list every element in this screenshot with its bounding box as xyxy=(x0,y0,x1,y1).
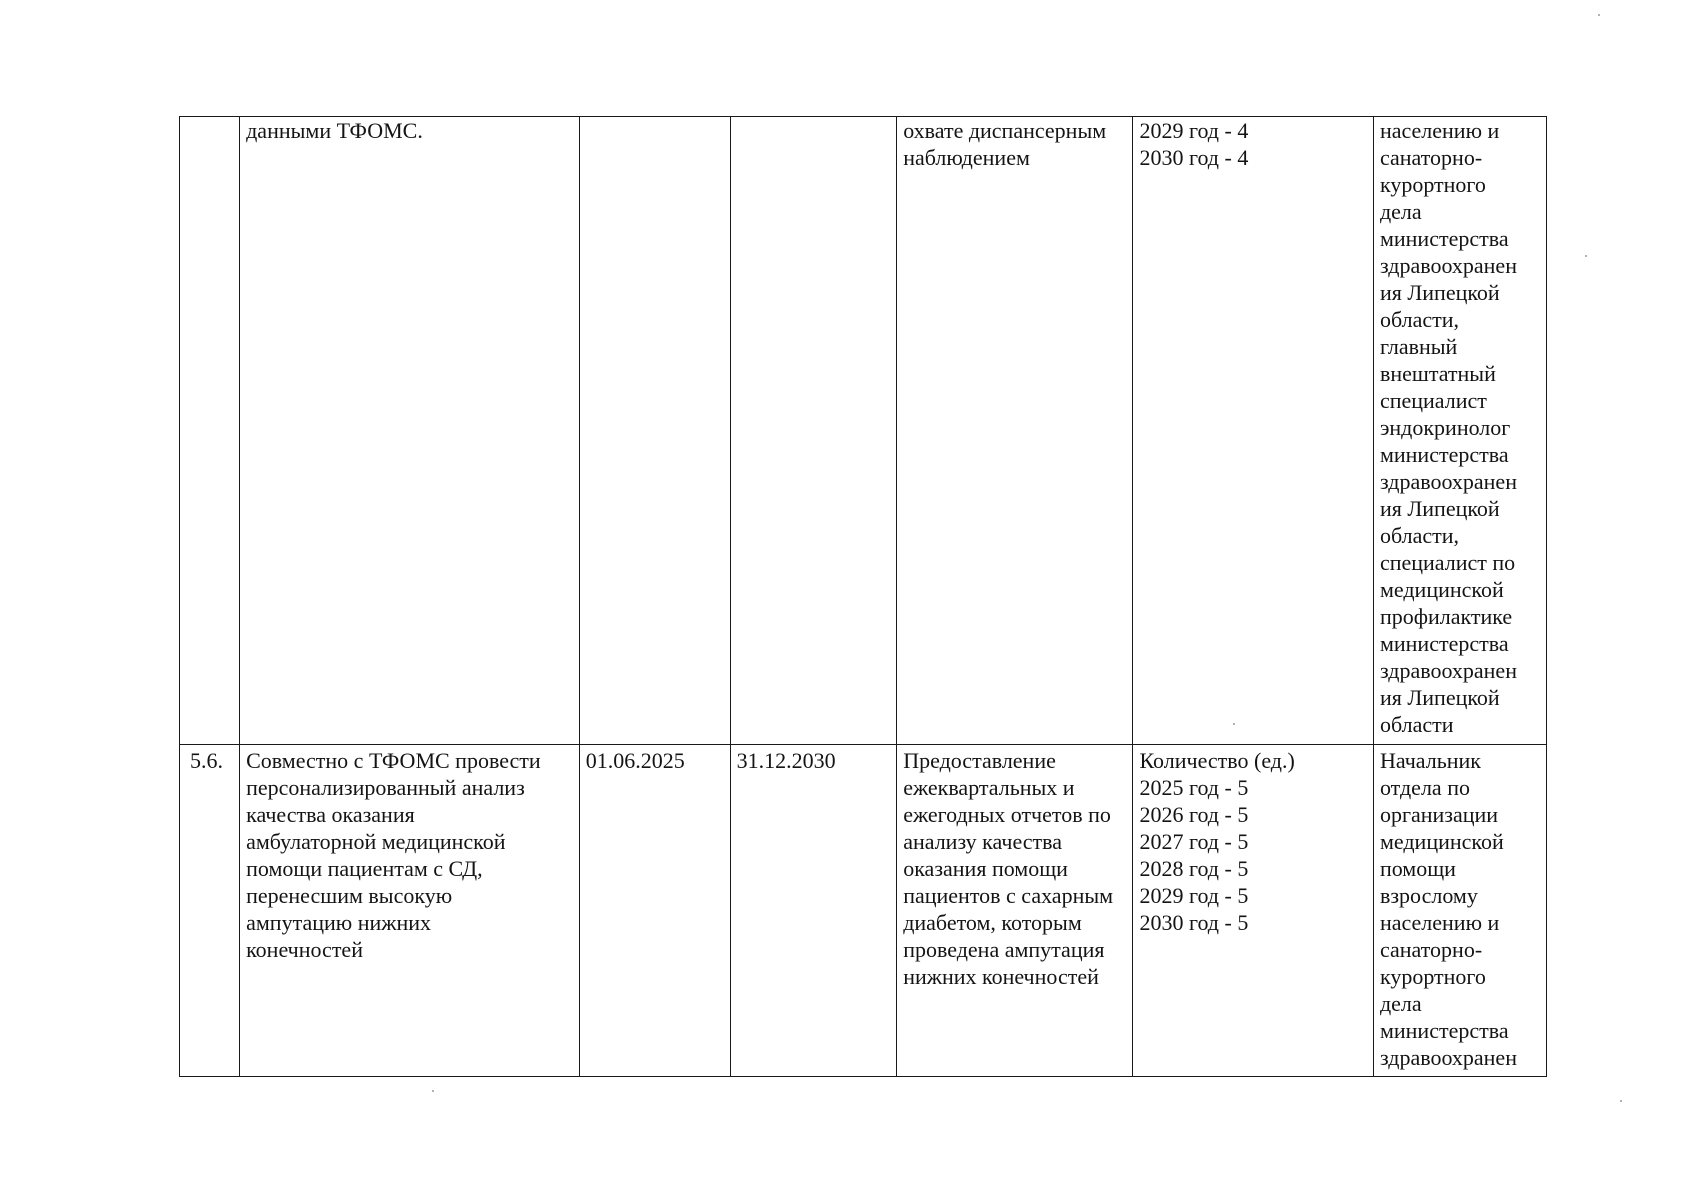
cell-start-date: 01.06.2025 xyxy=(579,745,730,1077)
scan-speck xyxy=(432,1090,434,1092)
scan-speck xyxy=(1620,1100,1622,1102)
cell-result: охвате диспансерным наблюдением xyxy=(897,117,1133,745)
table-row xyxy=(180,117,1547,745)
cell-indicator: Количество (ед.) 2025 год - 5 2026 год - 5 2027 год - 5 2028 год - 5 2029 год - 5 2030 год - 5 xyxy=(1133,745,1373,1077)
measures-table xyxy=(179,116,1547,1077)
table-row xyxy=(180,745,1547,1077)
scan-speck xyxy=(1598,14,1600,16)
cell-indicator: 2029 год - 4 2030 год - 4 xyxy=(1133,117,1373,745)
cell-start-date xyxy=(579,117,730,745)
scan-speck xyxy=(1233,723,1235,725)
cell-number: 5.6. xyxy=(180,745,240,1077)
cell-activity: Совместно с ТФОМС провести персонализированный анализ качества оказания амбулаторной медицинской помощи пациентам с СД, перенесшим высокую ампутацию нижних конечностей xyxy=(240,745,580,1077)
cell-result: Предоставление ежеквартальных и ежегодных отчетов по анализу качества оказания помощи пациентов с сахарным диабетом, которым проведена ампутация нижних конечностей xyxy=(897,745,1133,1077)
cell-end-date xyxy=(730,117,897,745)
cell-number xyxy=(180,117,240,745)
cell-end-date: 31.12.2030 xyxy=(730,745,897,1077)
cell-responsible: Начальник отдела по организации медицинской помощи взрослому населению и санаторно- курортного дела министерства здравоохранен xyxy=(1373,745,1546,1077)
cell-activity: данными ТФОМС. xyxy=(240,117,580,745)
scan-speck xyxy=(1585,255,1587,257)
cell-responsible: населению и санаторно- курортного дела министерства здравоохранен ия Липецкой области, главный внештатный специалист эндокринолог министерства здравоохранен ия Липецкой области, специалист по медицинской профилактике министерства здравоохранен ия Липецкой области xyxy=(1373,117,1546,745)
